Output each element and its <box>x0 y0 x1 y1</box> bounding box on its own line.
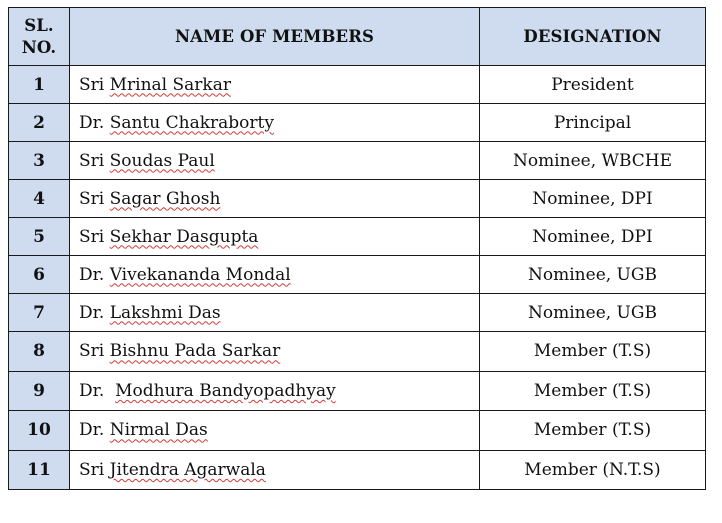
member-title: Sri <box>79 459 110 480</box>
member-title: Sri <box>79 150 110 171</box>
row-designation: Nominee, WBCHE <box>480 142 706 180</box>
member-name: Mrinal Sarkar <box>109 74 231 95</box>
table-row <box>9 371 706 411</box>
member-title: Sri <box>79 341 110 362</box>
table-row <box>9 142 706 180</box>
row-designation: Member (T.S) <box>480 332 706 372</box>
header-sl-line2: NO. <box>21 37 57 57</box>
header-row <box>9 8 706 66</box>
table-row <box>9 66 706 104</box>
row-designation: Member (N.T.S) <box>480 450 706 490</box>
member-name: Soudas Paul <box>109 150 215 171</box>
row-designation: Member (T.S) <box>480 411 706 451</box>
member-name: Sekhar Dasgupta <box>109 226 259 247</box>
row-designation: President <box>480 66 706 104</box>
row-designation: Nominee, DPI <box>480 180 706 218</box>
member-name: Bishnu Pada Sarkar <box>109 341 281 362</box>
row-sl-no: 1 <box>9 66 70 104</box>
header-designation: DESIGNATION <box>480 8 706 66</box>
member-name: Jitendra Agarwala <box>109 459 266 480</box>
row-member-name <box>70 450 480 490</box>
row-designation: Nominee, UGB <box>480 256 706 294</box>
row-member-name <box>70 371 480 411</box>
row-member-name <box>70 66 480 104</box>
row-member-name <box>70 332 480 372</box>
member-name: Modhura Bandyopadhyay <box>115 380 336 401</box>
member-name: Santu Chakraborty <box>109 112 274 133</box>
table-row <box>9 180 706 218</box>
member-title: Sri <box>79 226 110 247</box>
member-title: Sri <box>79 74 110 95</box>
row-designation: Principal <box>480 104 706 142</box>
row-sl-no: 8 <box>9 332 70 372</box>
row-designation: Nominee, UGB <box>480 294 706 332</box>
header-sl-no <box>9 8 70 66</box>
row-sl-no: 5 <box>9 218 70 256</box>
row-sl-no: 2 <box>9 104 70 142</box>
row-designation: Member (T.S) <box>480 371 706 411</box>
row-sl-no: 4 <box>9 180 70 218</box>
member-title: Dr. <box>79 380 116 401</box>
row-member-name <box>70 142 480 180</box>
table-row <box>9 450 706 490</box>
row-member-name <box>70 256 480 294</box>
table-row <box>9 256 706 294</box>
member-name: Lakshmi Das <box>109 302 221 323</box>
row-sl-no: 10 <box>9 411 70 451</box>
row-sl-no: 6 <box>9 256 70 294</box>
header-sl-line1: SL. <box>24 15 54 35</box>
row-member-name <box>70 104 480 142</box>
row-sl-no: 7 <box>9 294 70 332</box>
member-title: Dr. <box>79 302 110 323</box>
members-table <box>8 7 706 490</box>
table-row <box>9 218 706 256</box>
row-member-name <box>70 411 480 451</box>
row-designation: Nominee, DPI <box>480 218 706 256</box>
row-sl-no: 3 <box>9 142 70 180</box>
member-title: Dr. <box>79 112 110 133</box>
member-title: Dr. <box>79 264 110 285</box>
row-member-name <box>70 218 480 256</box>
row-member-name <box>70 294 480 332</box>
row-sl-no: 11 <box>9 450 70 490</box>
header-name-of-members: NAME OF MEMBERS <box>70 8 480 66</box>
member-title: Dr. <box>79 420 110 441</box>
table-row <box>9 332 706 372</box>
member-name: Sagar Ghosh <box>109 188 221 209</box>
table-row <box>9 294 706 332</box>
row-member-name <box>70 180 480 218</box>
row-sl-no: 9 <box>9 371 70 411</box>
table-row <box>9 104 706 142</box>
member-name: Vivekananda Mondal <box>109 264 291 285</box>
table-row <box>9 411 706 451</box>
member-title: Sri <box>79 188 110 209</box>
member-name: Nirmal Das <box>109 420 208 441</box>
